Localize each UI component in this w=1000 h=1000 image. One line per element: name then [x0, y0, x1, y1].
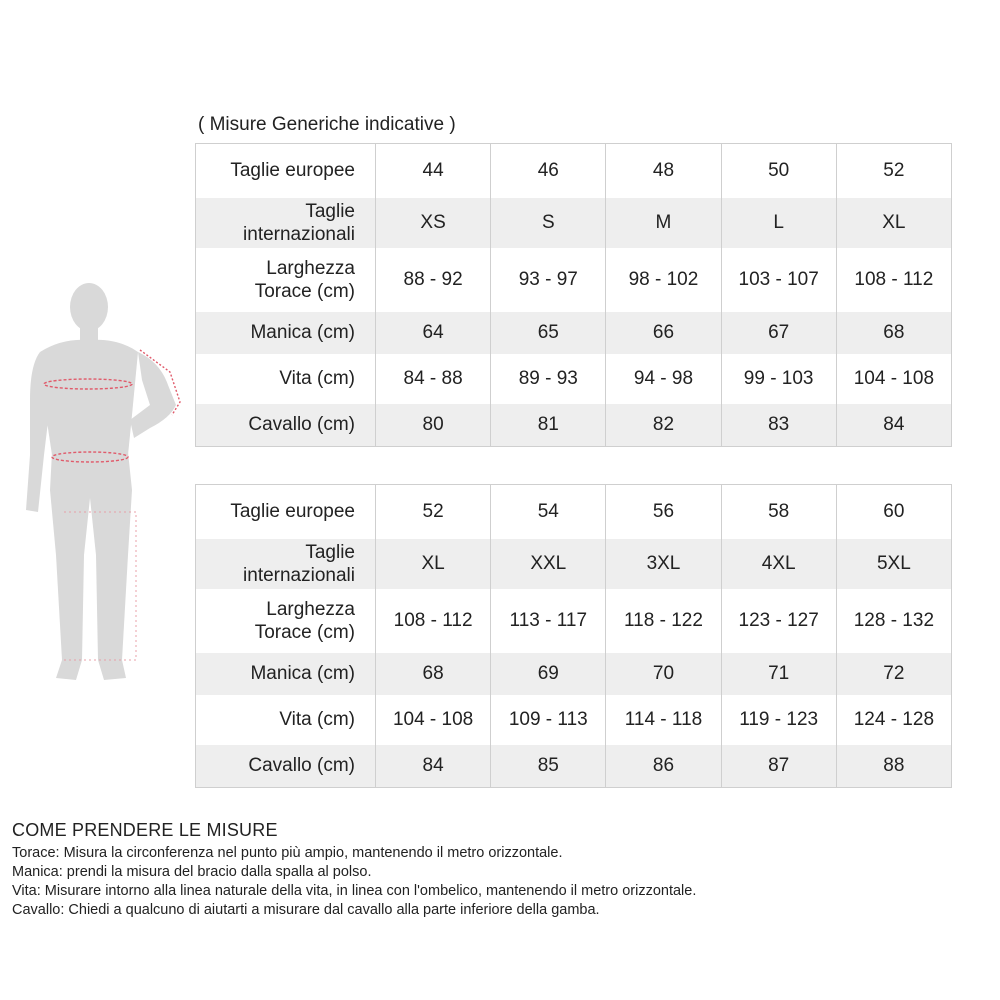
row-chest [196, 248, 952, 312]
instruction-sleeve: Manica: prendi la misura del bracio dalla spalla al polso. [12, 864, 372, 880]
cell: 81 [491, 404, 606, 447]
cell: 104 - 108 [376, 695, 491, 745]
cell: 56 [606, 485, 721, 539]
cell: 5XL [836, 539, 951, 589]
cell: 94 - 98 [606, 354, 721, 404]
row-sleeve [196, 653, 952, 695]
cell: 128 - 132 [836, 589, 951, 653]
body-silhouette [26, 283, 176, 680]
label-intl: Taglie internazionali [196, 539, 376, 589]
label-chest: Larghezza Torace (cm) [196, 589, 376, 653]
label-inseam: Cavallo (cm) [196, 745, 376, 788]
cell: 108 - 112 [836, 248, 951, 312]
row-eu-sizes [196, 144, 952, 198]
measurement-instructions [12, 820, 992, 920]
cell: 119 - 123 [721, 695, 836, 745]
cell: 70 [606, 653, 721, 695]
cell: 84 [836, 404, 951, 447]
row-intl-sizes [196, 198, 952, 248]
row-inseam [196, 404, 952, 447]
cell: 88 - 92 [376, 248, 491, 312]
row-waist [196, 354, 952, 404]
cell: 52 [376, 485, 491, 539]
cell: 72 [836, 653, 951, 695]
row-sleeve [196, 312, 952, 354]
cell: 64 [376, 312, 491, 354]
label-inseam: Cavallo (cm) [196, 404, 376, 447]
cell: L [721, 198, 836, 248]
cell: 68 [376, 653, 491, 695]
cell: 88 [836, 745, 951, 788]
cell: 80 [376, 404, 491, 447]
cell: 52 [836, 144, 951, 198]
cell: 103 - 107 [721, 248, 836, 312]
cell: 124 - 128 [836, 695, 951, 745]
table-subtitle: ( Misure Generiche indicative ) [198, 114, 456, 135]
cell: XS [376, 198, 491, 248]
cell: S [491, 198, 606, 248]
cell: 46 [491, 144, 606, 198]
row-inseam [196, 745, 952, 788]
cell: 89 - 93 [491, 354, 606, 404]
label-waist: Vita (cm) [196, 695, 376, 745]
cell: 123 - 127 [721, 589, 836, 653]
label-chest: Larghezza Torace (cm) [196, 248, 376, 312]
cell: 84 - 88 [376, 354, 491, 404]
cell: 109 - 113 [491, 695, 606, 745]
size-table-2 [195, 484, 952, 788]
cell: 82 [606, 404, 721, 447]
instructions-title: COME PRENDERE LE MISURE [12, 820, 278, 840]
label-eu: Taglie europee [196, 144, 376, 198]
cell: 93 - 97 [491, 248, 606, 312]
cell: 85 [491, 745, 606, 788]
cell: 3XL [606, 539, 721, 589]
label-sleeve: Manica (cm) [196, 312, 376, 354]
cell: 86 [606, 745, 721, 788]
label-eu: Taglie europee [196, 485, 376, 539]
cell: 83 [721, 404, 836, 447]
instruction-inseam: Cavallo: Chiedi a qualcuno di aiutarti a misurare dal cavallo alla parte inferiore della gamba. [12, 902, 600, 918]
cell: 60 [836, 485, 951, 539]
instruction-waist: Vita: Misurare intorno alla linea naturale della vita, in linea con l'ombelico, mantenendo il metro orizzontale. [12, 883, 697, 899]
row-waist [196, 695, 952, 745]
cell: 84 [376, 745, 491, 788]
cell: XL [836, 198, 951, 248]
cell: 104 - 108 [836, 354, 951, 404]
cell: 48 [606, 144, 721, 198]
cell: 66 [606, 312, 721, 354]
row-intl-sizes [196, 539, 952, 589]
cell: 118 - 122 [606, 589, 721, 653]
cell: 99 - 103 [721, 354, 836, 404]
cell: 54 [491, 485, 606, 539]
label-intl: Taglie internazionali [196, 198, 376, 248]
label-sleeve: Manica (cm) [196, 653, 376, 695]
cell: 108 - 112 [376, 589, 491, 653]
cell: XL [376, 539, 491, 589]
cell: 68 [836, 312, 951, 354]
cell: XXL [491, 539, 606, 589]
cell: 67 [721, 312, 836, 354]
cell: 65 [491, 312, 606, 354]
cell: M [606, 198, 721, 248]
row-chest [196, 589, 952, 653]
instruction-chest: Torace: Misura la circonferenza nel punto più ampio, mantenendo il metro orizzontale. [12, 845, 563, 861]
size-table-1 [195, 143, 952, 447]
cell: 87 [721, 745, 836, 788]
cell: 71 [721, 653, 836, 695]
cell: 50 [721, 144, 836, 198]
cell: 98 - 102 [606, 248, 721, 312]
cell: 114 - 118 [606, 695, 721, 745]
cell: 69 [491, 653, 606, 695]
cell: 4XL [721, 539, 836, 589]
cell: 113 - 117 [491, 589, 606, 653]
cell: 44 [376, 144, 491, 198]
row-eu-sizes [196, 485, 952, 539]
cell: 58 [721, 485, 836, 539]
label-waist: Vita (cm) [196, 354, 376, 404]
body-measurement-figure [0, 0, 200, 720]
